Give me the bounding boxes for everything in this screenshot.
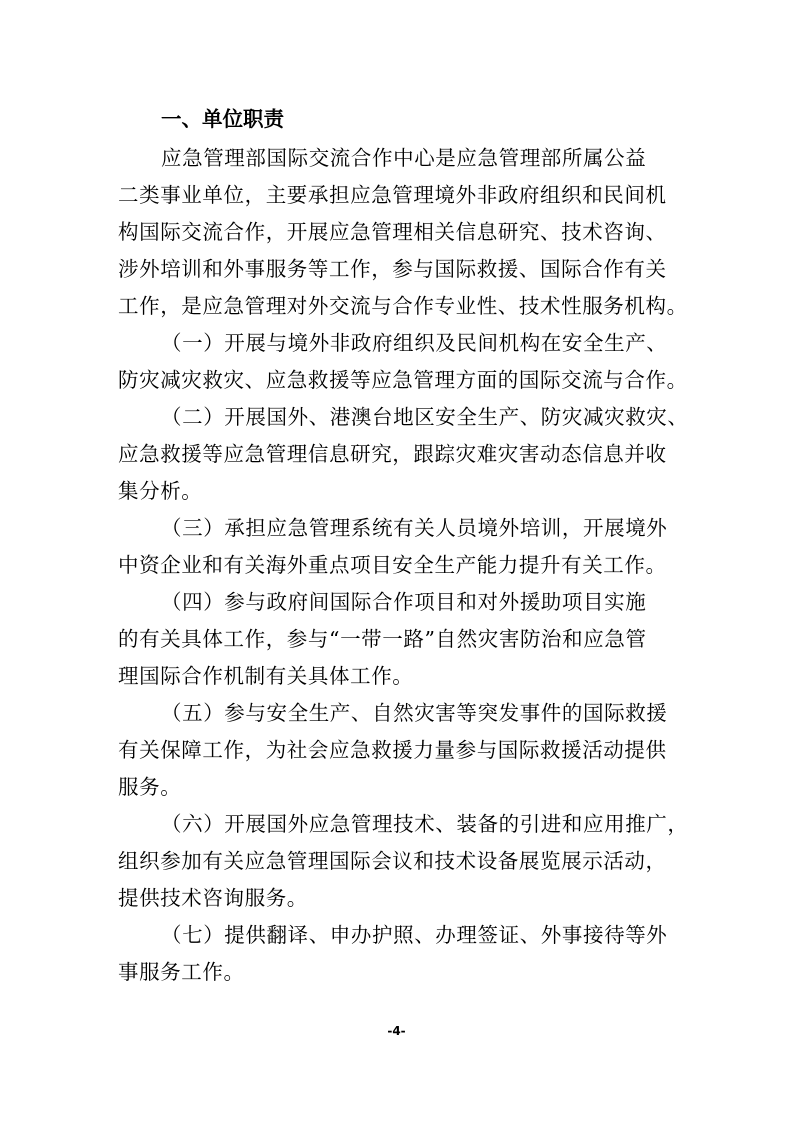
paragraph-line: 应急救援等应急管理信息研究，跟踪灾难灾害动态信息并收 [118,442,667,466]
paragraph-line: （三）承担应急管理系统有关人员境外培训，开展境外 [161,516,668,540]
paragraph-line: 提供技术咨询服务。 [118,886,308,910]
paragraph-line: 应急管理部国际交流合作中心是应急管理部所属公益 [161,146,647,170]
paragraph-line: 涉外培训和外事服务等工作，参与国际救援、国际合作有关 [118,257,667,281]
paragraph-line: 组织参加有关应急管理国际会议和技术设备展览展示活动， [118,849,667,873]
section-heading: 一、单位职责 [161,107,284,131]
paragraph-line: 事服务工作。 [118,960,245,984]
paragraph-line: 构国际交流合作，开展应急管理相关信息研究、技术咨询、 [118,220,667,244]
paragraph-line: （六）开展国外应急管理技术、装备的引进和应用推广， [161,812,689,836]
paragraph-line: 服务。 [118,775,182,799]
paragraph-line: （七）提供翻译、申办护照、办理签证、外事接待等外 [161,923,668,947]
paragraph-line: 中资企业和有关海外重点项目安全生产能力提升有关工作。 [118,553,667,577]
paragraph-line: 工作，是应急管理对外交流与合作专业性、技术性服务机构。 [118,294,688,318]
paragraph-line: （一）开展与境外非政府组织及民间机构在安全生产、 [161,331,668,355]
paragraph-line: （五）参与安全生产、自然灾害等突发事件的国际救援 [161,701,668,725]
paragraph-line: （四）参与政府间国际合作项目和对外援助项目实施 [161,590,647,614]
page-number: -4- [387,1024,406,1038]
paragraph-line: 有关保障工作，为社会应急救援力量参与国际救援活动提供 [118,738,667,762]
paragraph-line: 二类事业单位，主要承担应急管理境外非政府组织和民间机 [118,183,667,207]
paragraph-line: 理国际合作机制有关具体工作。 [118,664,414,688]
paragraph-line: （二）开展国外、港澳台地区安全生产、防灾减灾救灾、 [161,405,689,429]
paragraph-line: 防灾减灾救灾、应急救援等应急管理方面的国际交流与合作。 [118,368,688,392]
paragraph-line: 的有关具体工作，参与“一带一路”自然灾害防治和应急管 [118,627,647,651]
paragraph-line: 集分析。 [118,479,203,503]
